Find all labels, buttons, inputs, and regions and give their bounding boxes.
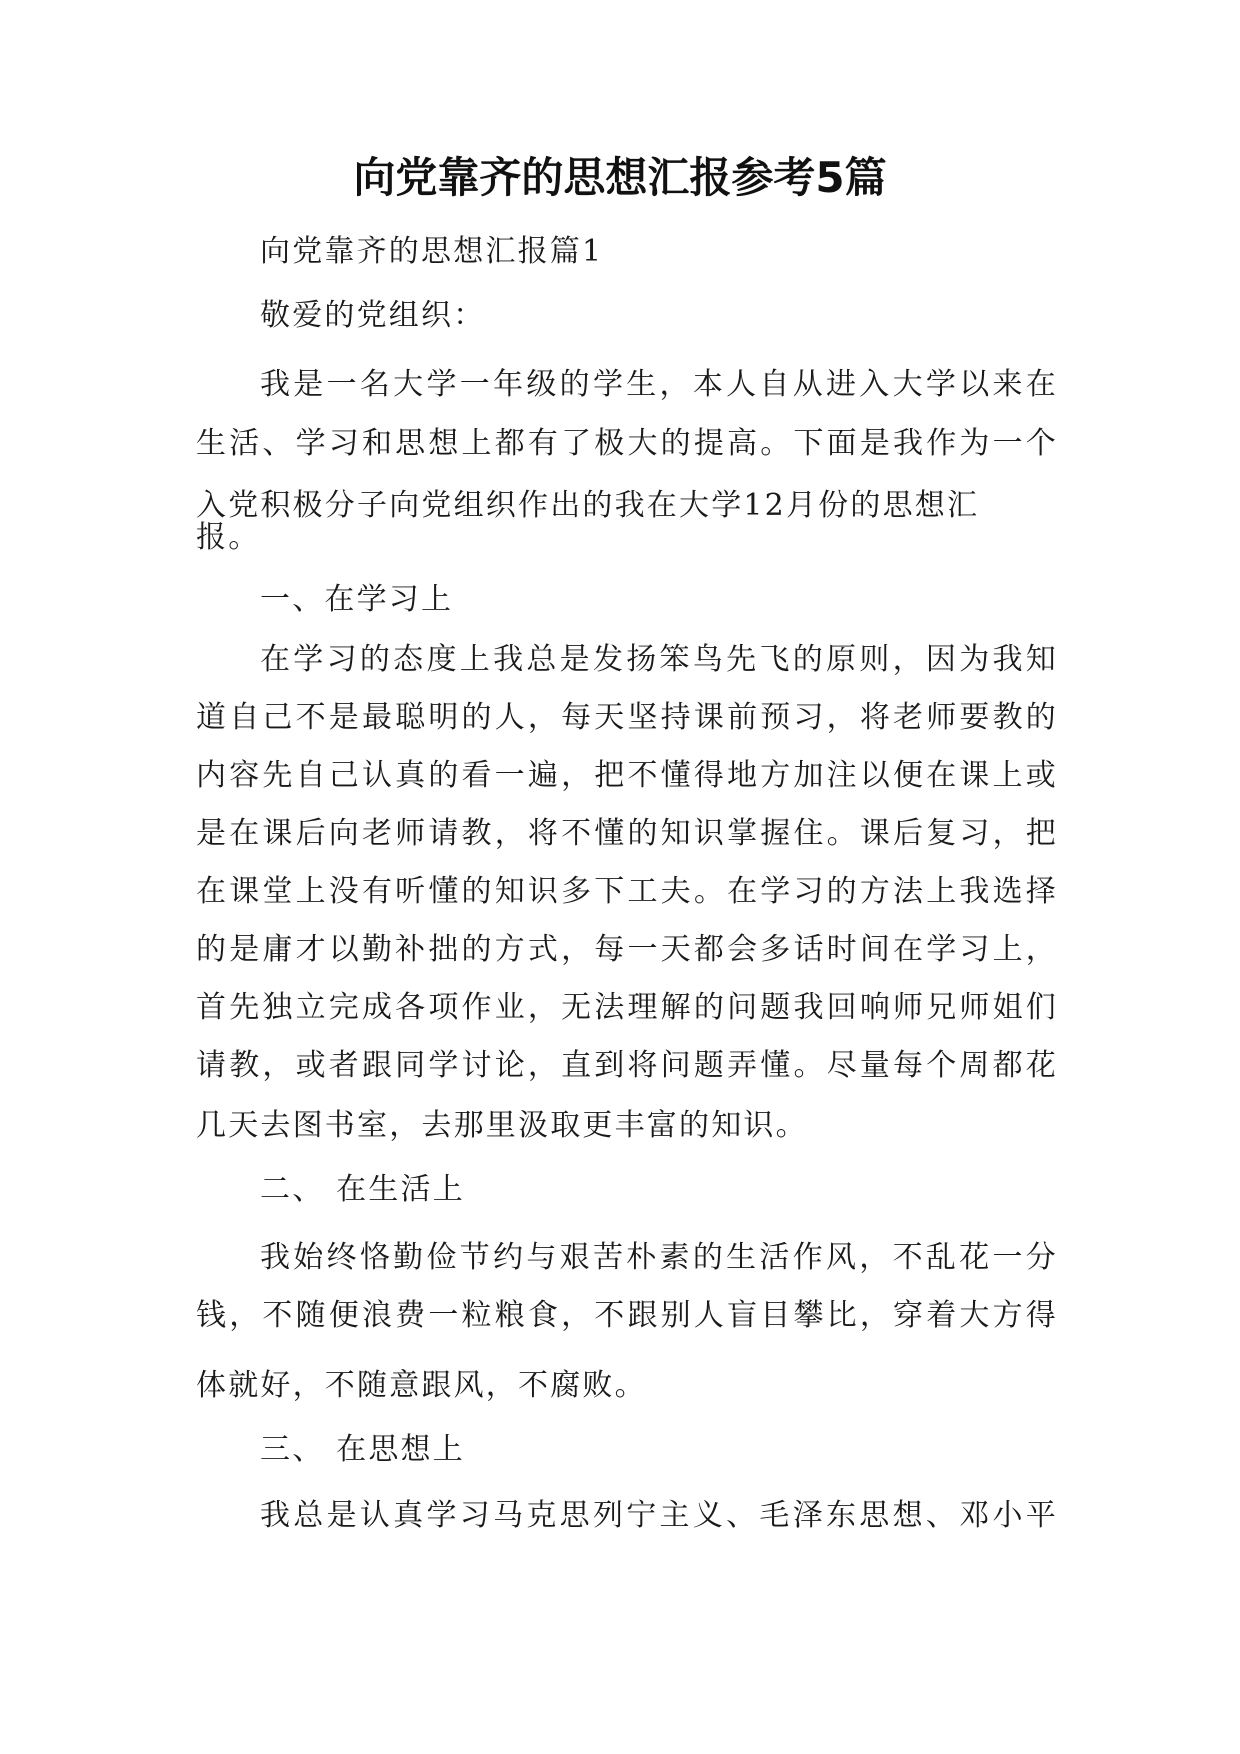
paragraph-line: 我始终恪勤俭节约与艰苦朴素的生活作风，不乱花一分 [260,1240,1058,1275]
document-title: 向党靠齐的思想汇报参考5篇 [353,153,887,202]
paragraph-line: 我总是认真学习马克思列宁主义、毛泽东思想、邓小平 [260,1498,1058,1533]
paragraph-line: 请教，或者跟同学讨论，直到将问题弄懂。尽量每个周都花 [196,1048,1058,1083]
paragraph-line: 报。 [196,520,261,555]
paragraph-line: 在课堂上没有听懂的知识多下工夫。在学习的方法上我选择 [196,874,1058,909]
paragraph-line: 钱，不随便浪费一粒粮食，不跟别人盲目攀比，穿着大方得 [196,1298,1058,1333]
paragraph-line: 是在课后向老师请教，将不懂的知识掌握住。课后复习，把 [196,816,1058,851]
paragraph-line: 的是庸才以勤补拙的方式，每一天都会多话时间在学习上， [196,932,1058,967]
subheading-thought: 三、 在思想上 [260,1432,465,1467]
paragraph-line: 首先独立完成各项作业，无法理解的问题我回响师兄师姐们 [196,990,1058,1025]
paragraph-line: 几天去图书室，去那里汲取更丰富的知识。 [196,1108,808,1143]
section-heading-1: 向党靠齐的思想汇报篇1 [260,234,604,269]
paragraph-line: 内容先自己认真的看一遍，把不懂得地方加注以便在课上或 [196,758,1058,793]
paragraph-line: 道自己不是最聪明的人，每天坚持课前预习，将老师要教的 [196,700,1058,735]
paragraph-line: 在学习的态度上我总是发扬笨鸟先飞的原则，因为我知 [260,642,1058,677]
paragraph-line: 我是一名大学一年级的学生，本人自从进入大学以来在 [260,367,1058,402]
paragraph-line: 体就好，不随意跟风，不腐败。 [196,1368,647,1403]
salutation: 敬爱的党组织： [260,298,486,333]
subheading-study: 一、在学习上 [260,582,454,617]
subheading-life: 二、 在生活上 [260,1172,465,1207]
paragraph-line: 生活、学习和思想上都有了极大的提高。下面是我作为一个 [196,426,1058,461]
paragraph-line: 入党积极分子向党组织作出的我在大学12月份的思想汇 [196,488,980,523]
